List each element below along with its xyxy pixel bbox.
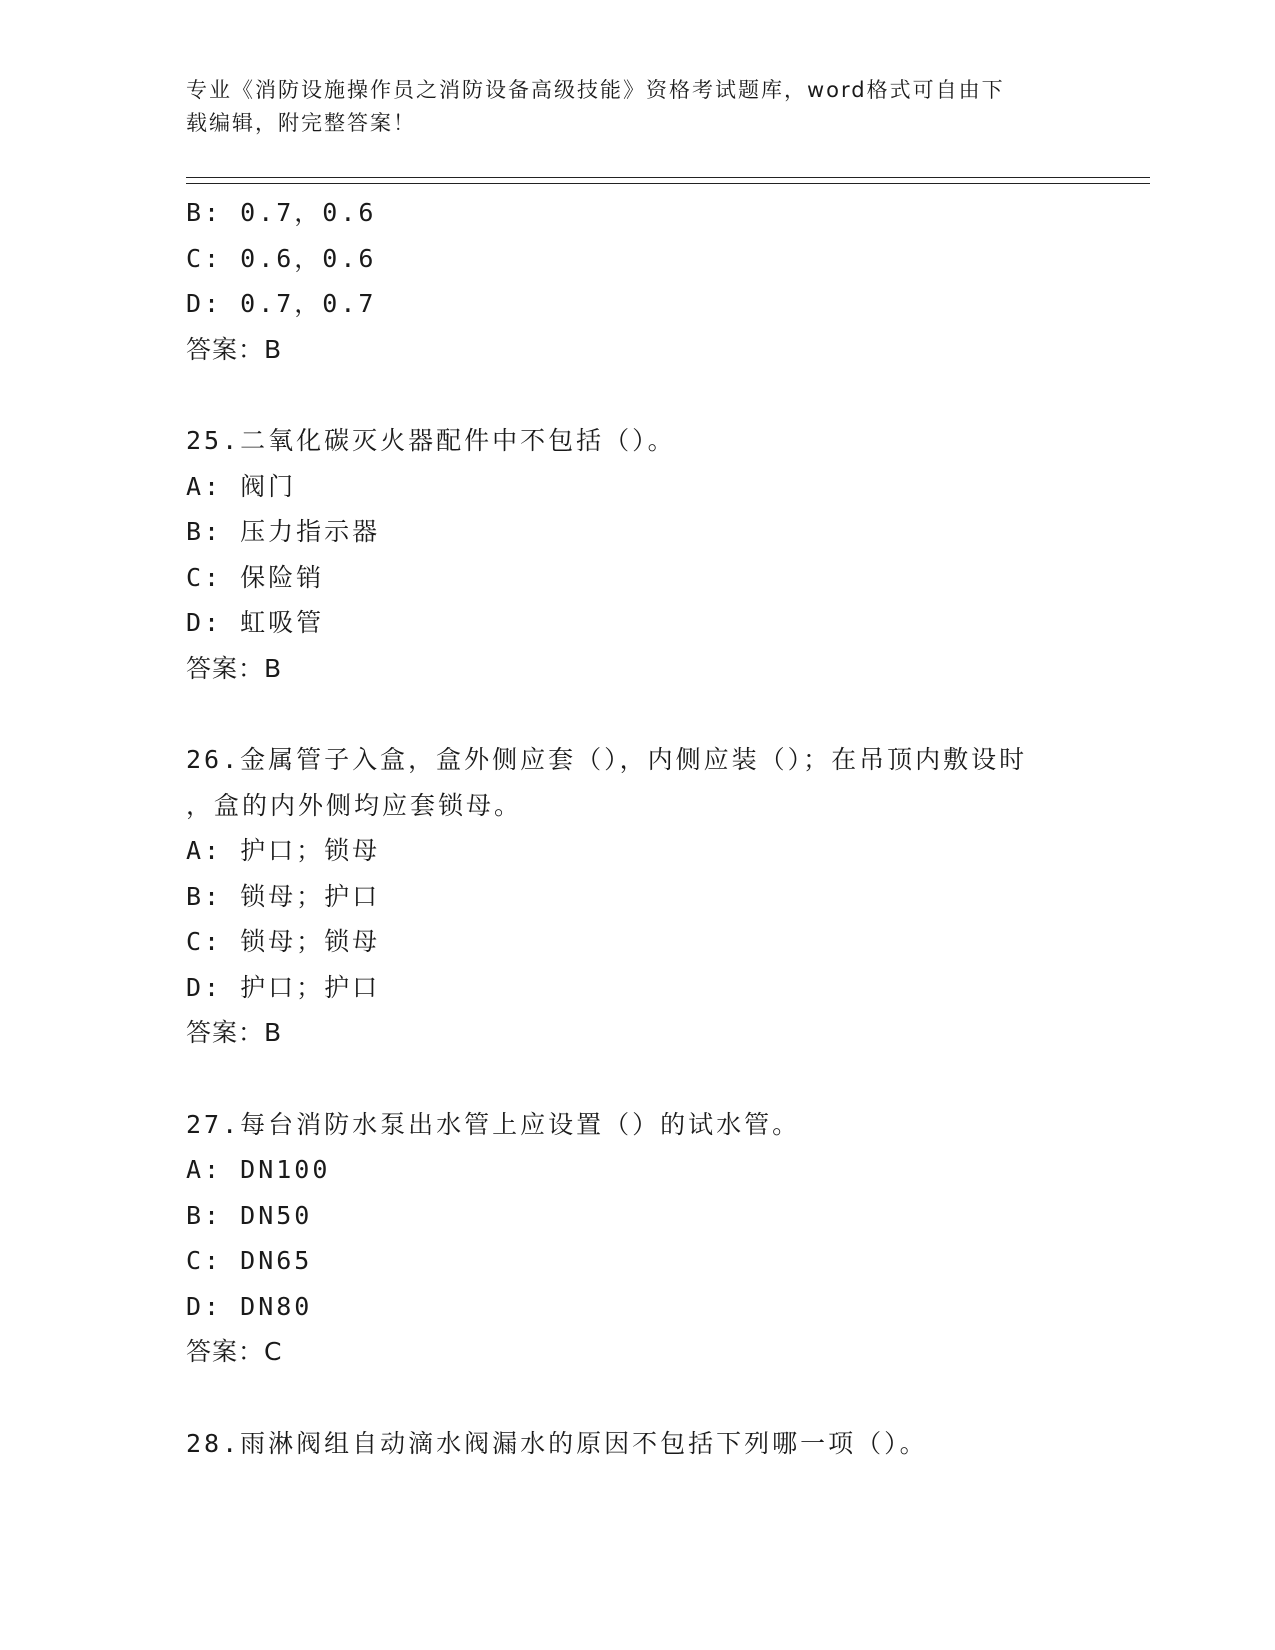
spacer xyxy=(186,372,1086,418)
answer-line: 答案：B xyxy=(186,1018,283,1047)
option-d: D: DN80 xyxy=(186,1291,313,1321)
option-c: C: DN65 xyxy=(186,1246,313,1275)
option-c: C: 保险销 xyxy=(186,562,325,592)
spacer xyxy=(186,1056,1086,1102)
question-28 xyxy=(186,1421,1086,1467)
option-b: B: 0.7，0.6 xyxy=(186,198,377,227)
question-stem: 27.每台消防水泵出水管上应设置（）的试水管。 xyxy=(186,1109,801,1139)
question-stem: 26.金属管子入盒，盒外侧应套（），内侧应装（）；在吊顶内敷设时 xyxy=(186,745,1028,774)
option-a: A: 护口；锁母 xyxy=(186,836,381,865)
option-b: B: 锁母；护口 xyxy=(186,881,381,911)
question-stem-continued: ，盒的内外侧均应套锁母。 xyxy=(186,790,523,820)
header-line-2: 载编辑，附完整答案！ xyxy=(186,111,416,135)
option-b: B: 压力指示器 xyxy=(186,517,381,546)
question-26 xyxy=(186,737,1086,1056)
question-24-fragment xyxy=(186,190,1086,372)
spacer xyxy=(186,1375,1086,1421)
option-d: D: 虹吸管 xyxy=(186,608,325,637)
header-divider-bottom xyxy=(186,183,1150,184)
option-b: B: DN50 xyxy=(186,1200,313,1230)
question-25 xyxy=(186,418,1086,691)
answer-line: 答案：B xyxy=(186,653,283,683)
question-27 xyxy=(186,1102,1086,1375)
option-d: D: 0.7，0.7 xyxy=(186,289,377,318)
document-header xyxy=(186,74,1066,140)
question-stem: 28.雨淋阀组自动滴水阀漏水的原因不包括下列哪一项（）。 xyxy=(186,1428,928,1458)
question-stem: 25.二氧化碳灭火器配件中不包括（）。 xyxy=(186,426,676,455)
answer-line: 答案：C xyxy=(186,1337,283,1366)
header-divider-top xyxy=(186,177,1150,178)
option-c: C: 锁母；锁母 xyxy=(186,927,381,956)
option-a: A: 阀门 xyxy=(186,471,297,501)
answer-line: 答案：B xyxy=(186,334,283,364)
spacer xyxy=(186,691,1086,737)
option-d: D: 护口；护口 xyxy=(186,972,381,1002)
question-list xyxy=(186,190,1086,1466)
header-line-1: 专业《消防设施操作员之消防设备高级技能》资格考试题库，word格式可自由下 xyxy=(186,78,1005,102)
option-a: A: DN100 xyxy=(186,1155,331,1184)
option-c: C: 0.6，0.6 xyxy=(186,243,377,273)
